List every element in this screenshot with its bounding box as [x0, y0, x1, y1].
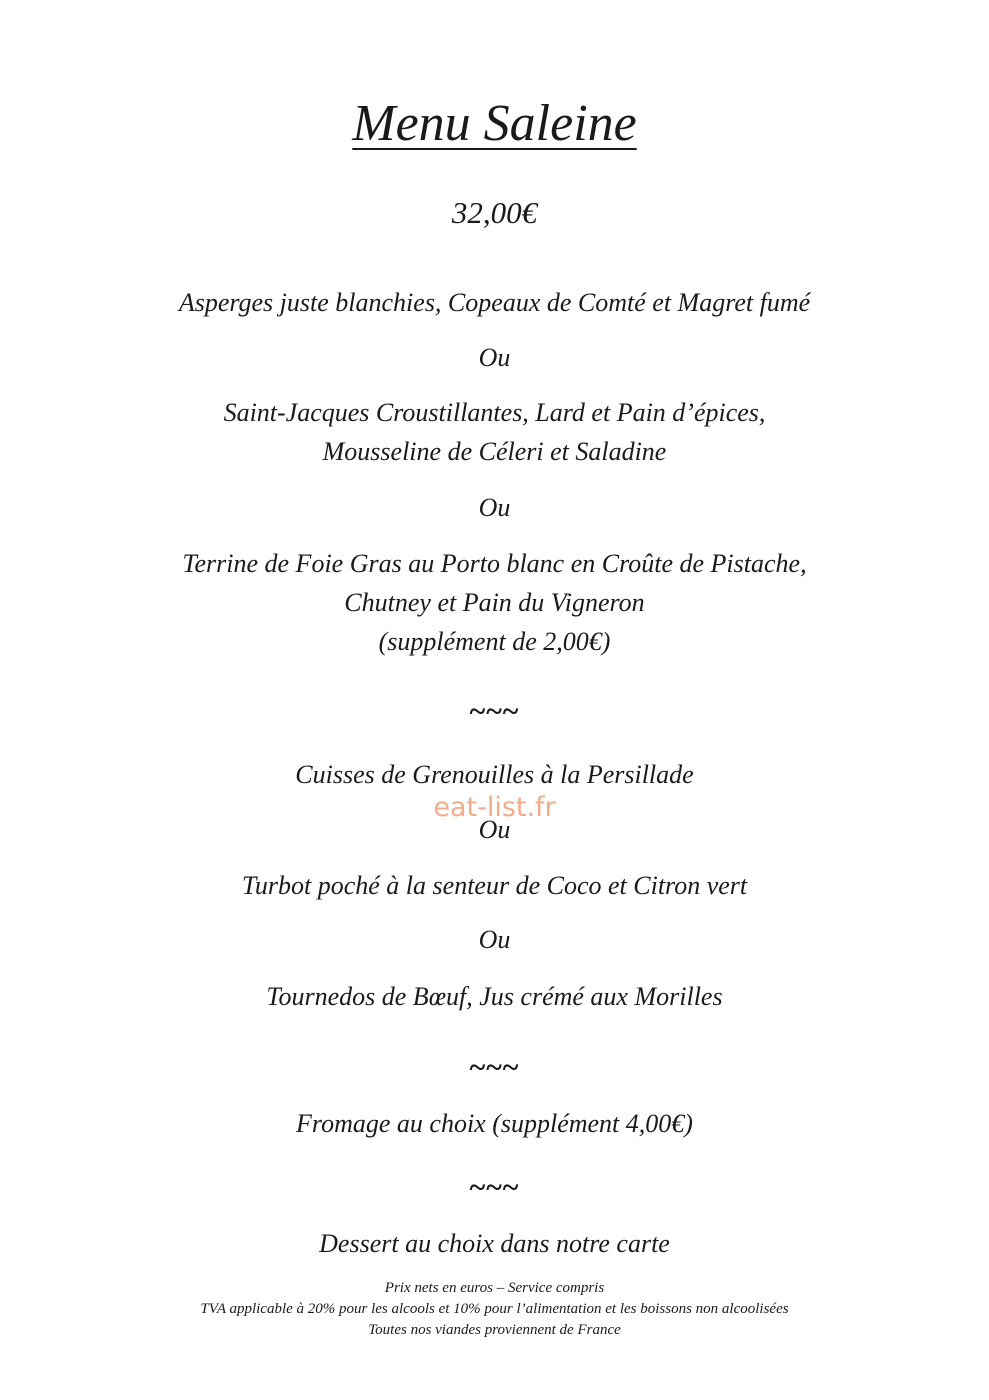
main-tournedos: Tournedos de Bœuf, Jus crémé aux Morilles — [266, 982, 723, 1011]
footer-prices-note: Prix nets en euros – Service compris — [384, 1280, 605, 1296]
starter-saint-jacques-line1: Saint-Jacques Croustillantes, Lard et Pain d’épices, — [223, 398, 766, 427]
starter-foie-gras-line2: Chutney et Pain du Vigneron — [344, 588, 645, 617]
dessert-course: Dessert au choix dans notre carte — [319, 1229, 670, 1258]
course-separator: ~~~ — [469, 1171, 520, 1204]
or-separator: Ou — [478, 493, 511, 522]
footer-meat-origin-note: Toutes nos viandes proviennent de France — [368, 1322, 621, 1338]
menu-title — [0, 92, 989, 156]
course-separator: ~~~ — [469, 695, 520, 728]
menu-price: 32,00€ — [451, 195, 538, 230]
main-grenouilles: Cuisses de Grenouilles à la Persillade — [295, 760, 694, 789]
or-separator: Ou — [478, 925, 511, 954]
or-separator: Ou — [478, 815, 511, 844]
starter-foie-gras-supplement: (supplément de 2,00€) — [378, 627, 611, 656]
starter-saint-jacques-line2: Mousseline de Céleri et Saladine — [322, 437, 667, 466]
main-turbot: Turbot poché à la senteur de Coco et Citron vert — [241, 871, 748, 900]
footer-vat-note: TVA applicable à 20% pour les alcools et 10% pour l’alimentation et les boissons non alcoolisées — [200, 1301, 789, 1317]
or-separator: Ou — [478, 343, 511, 372]
starter-foie-gras-line1: Terrine de Foie Gras au Porto blanc en Croûte de Pistache, — [182, 549, 807, 578]
cheese-course: Fromage au choix (supplément 4,00€) — [296, 1109, 693, 1138]
course-separator: ~~~ — [469, 1051, 520, 1084]
menu-title-text: Menu Saleine — [352, 95, 637, 152]
watermark-logo: eat-list.fr — [433, 792, 556, 823]
starter-asperges: Asperges juste blanchies, Copeaux de Comté et Magret fumé — [178, 288, 811, 317]
